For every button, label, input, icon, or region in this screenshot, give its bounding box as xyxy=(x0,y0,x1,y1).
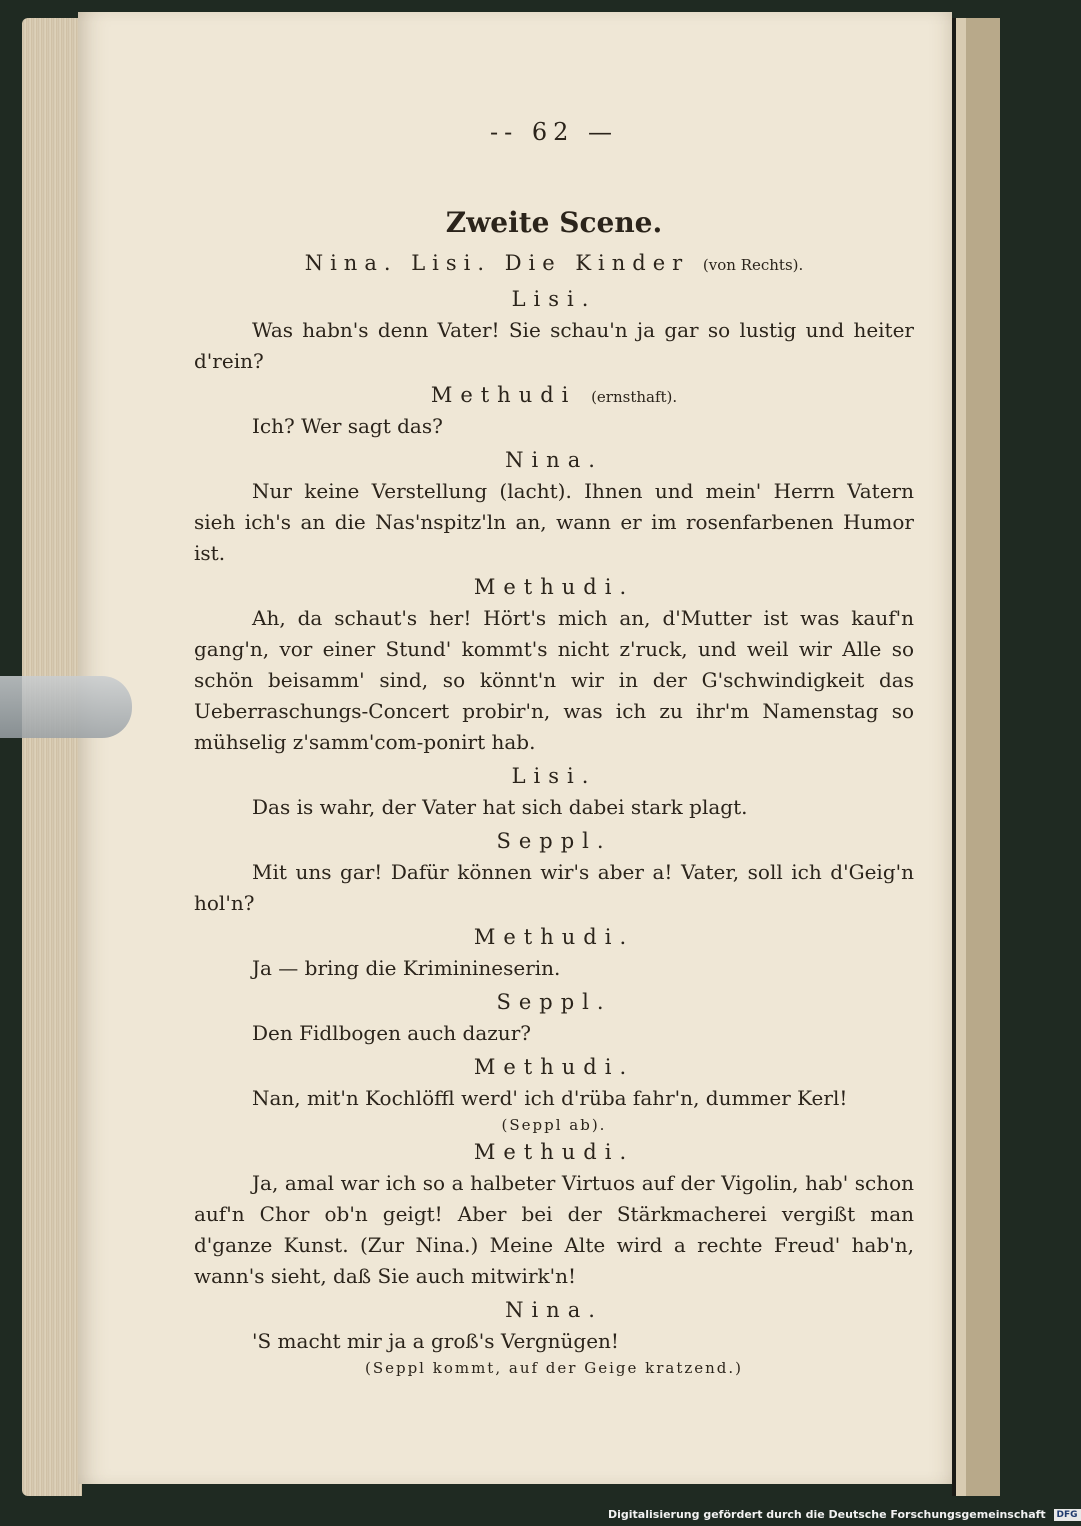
next-page-sliver xyxy=(952,18,1000,1496)
dialogue-block xyxy=(194,1140,914,1292)
dialogue-block xyxy=(194,383,914,442)
speaker-name: Methudi xyxy=(430,383,577,407)
dialogue-line: 'S macht mir ja a groß's Vergnügen! xyxy=(252,1329,619,1353)
book-page-edges xyxy=(22,18,82,1496)
speaker-name: Methudi. xyxy=(473,1055,635,1079)
dialogue-line: Nan, mit'n Kochlöffl werd' ich d'rüba fahr'n, dummer Kerl! xyxy=(252,1086,848,1110)
dialogue-block xyxy=(194,829,914,919)
cast-direction: (von Rechts). xyxy=(702,256,804,274)
speaker-name: Lisi. xyxy=(511,287,597,311)
page-number: -- 62 — xyxy=(489,118,618,146)
speaker-heading xyxy=(194,383,914,407)
dialogue-line: Ja, amal war ich so a halbeter Virtuos auf der Vigolin, hab' schon auf'n Chor ob'n geigt! Aber bei der Stärkmacherei vergißt man d'ganze Kunst. (Zur Nina.) Meine Alte wird a rechte Freud' hab'n, wann's sieht, daß Sie auch mitwirk'n! xyxy=(194,1171,914,1288)
speaker-name: Nina. xyxy=(505,1298,603,1322)
speaker-name: Seppl. xyxy=(496,990,612,1014)
dfg-logo: DFG xyxy=(1054,1509,1081,1521)
page-text xyxy=(194,118,914,1383)
scene-title: Zweite Scene. xyxy=(445,206,663,239)
page-holder-tab xyxy=(0,676,132,738)
cast-names: Nina. Lisi. Die Kinder xyxy=(304,251,690,275)
speaker-name: Nina. xyxy=(505,448,603,472)
speaker-name: Seppl. xyxy=(496,829,612,853)
speaker-direction: (ernsthaft). xyxy=(591,388,678,406)
dialogue-line: Den Fidlbogen auch dazur? xyxy=(252,1021,531,1045)
speaker-name: Lisi. xyxy=(511,764,597,788)
dialogue-block xyxy=(194,287,914,377)
dialogue-block xyxy=(194,575,914,758)
dialogue-block xyxy=(194,448,914,569)
dialogue-block xyxy=(194,925,914,984)
dialogue-line: Ah, da schaut's her! Hört's mich an, d'Mutter ist was kauf'n gang'n, vor einer Stund' kommt's nicht z'ruck, und weil wir Alle so schön beisamm' sind, so könnt'n wir in der G'schwindigkeit das Ueberraschungs-Concert probir'n, was ich zu ihr'm Namenstag so mühselig z'samm'com-ponirt hab. xyxy=(194,606,914,754)
cast-list xyxy=(194,251,914,275)
credit-text: Digitalisierung gefördert durch die Deutsche Forschungsgemeinschaft xyxy=(608,1508,1046,1521)
speaker-name: Methudi. xyxy=(473,1140,635,1164)
speaker-name: Methudi. xyxy=(473,575,635,599)
dialogue-line: Das is wahr, der Vater hat sich dabei stark plagt. xyxy=(252,795,748,819)
dialogue-block xyxy=(194,1055,914,1134)
dialogue-block xyxy=(194,1298,914,1377)
digitization-credit xyxy=(608,1508,1081,1526)
speaker-name: Methudi. xyxy=(473,925,635,949)
dialogue-block xyxy=(194,990,914,1049)
dialogue-block xyxy=(194,764,914,823)
stage-direction: (Seppl kommt, auf der Geige kratzend.) xyxy=(364,1359,744,1377)
dialogue-line: Mit uns gar! Dafür können wir's aber a! Vater, soll ich d'Geig'n hol'n? xyxy=(194,860,914,915)
stage-direction: (Seppl ab). xyxy=(501,1116,607,1134)
dialogue-line: Ich? Wer sagt das? xyxy=(252,414,443,438)
dialogue-line: Ja — bring die Kriminineserin. xyxy=(252,956,561,980)
dialogue-line: Was habn's denn Vater! Sie schau'n ja gar so lustig und heiter d'rein? xyxy=(194,318,914,373)
dialogue-line: Nur keine Verstellung (lacht). Ihnen und mein' Herrn Vatern sieh ich's an die Nas'nspitz'ln an, wann er im rosenfarbenen Humor ist. xyxy=(194,479,914,565)
